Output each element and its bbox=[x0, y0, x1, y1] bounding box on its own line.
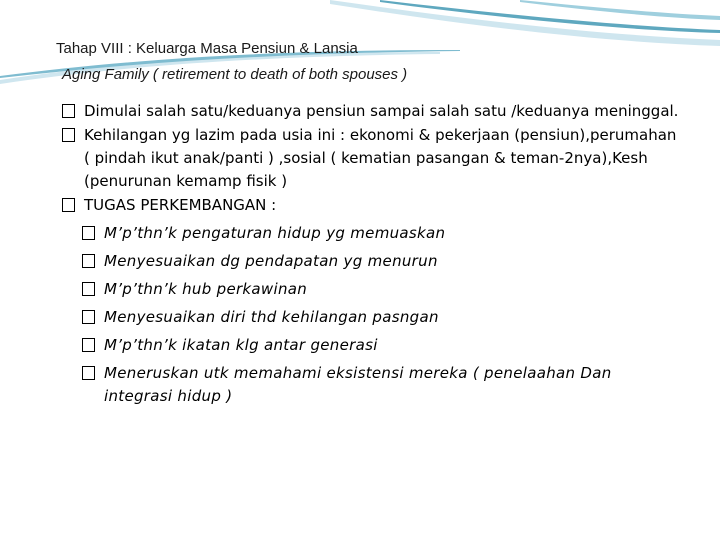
bullet-text: TUGAS PERKEMBANGAN : bbox=[84, 196, 277, 214]
slide-content bbox=[62, 100, 682, 413]
checkbox-bullet-icon bbox=[62, 128, 75, 142]
checkbox-bullet-icon bbox=[82, 338, 95, 352]
task-text: M’p’thn’k ikatan klg antar generasi bbox=[104, 336, 378, 354]
task-item bbox=[82, 306, 682, 329]
task-item bbox=[82, 334, 682, 357]
bullet-text: Kehilangan yg lazim pada usia ini : ekonomi & pekerjaan (pensiun),perumahan ( pindah ikut anak/panti ) ,sosial ( kematian pasangan & teman-2nya),Kesh (penurunan kemamp fisik ) bbox=[84, 126, 677, 190]
bullet-text: Dimulai salah satu/keduanya pensiun sampai salah satu /keduanya meninggal. bbox=[84, 102, 679, 120]
checkbox-bullet-icon bbox=[82, 310, 95, 324]
checkbox-bullet-icon bbox=[82, 254, 95, 268]
task-item bbox=[82, 222, 682, 245]
checkbox-bullet-icon bbox=[82, 226, 95, 240]
task-text: M’p’thn’k hub perkawinan bbox=[104, 280, 308, 298]
slide-title: Tahap VIII : Keluarga Masa Pensiun & Lansia bbox=[56, 40, 358, 57]
checkbox-bullet-icon bbox=[62, 198, 75, 212]
checkbox-bullet-icon bbox=[82, 366, 95, 380]
bullet-item bbox=[62, 194, 682, 217]
task-item bbox=[82, 250, 682, 273]
task-item bbox=[82, 278, 682, 301]
task-text: Menyesuaikan diri thd kehilangan pasngan bbox=[104, 308, 439, 326]
task-text: Menyesuaikan dg pendapatan yg menurun bbox=[104, 252, 438, 270]
checkbox-bullet-icon bbox=[82, 282, 95, 296]
task-text: M’p’thn’k pengaturan hidup yg memuaskan bbox=[104, 224, 446, 242]
bullet-item bbox=[62, 124, 682, 193]
task-text: Meneruskan utk memahami eksistensi mereka ( penelaahan Dan integrasi hidup ) bbox=[104, 364, 612, 405]
slide-subtitle: Aging Family ( retirement to death of both spouses ) bbox=[62, 66, 408, 83]
checkbox-bullet-icon bbox=[62, 104, 75, 118]
bullet-item bbox=[62, 100, 682, 123]
task-item bbox=[82, 362, 682, 408]
